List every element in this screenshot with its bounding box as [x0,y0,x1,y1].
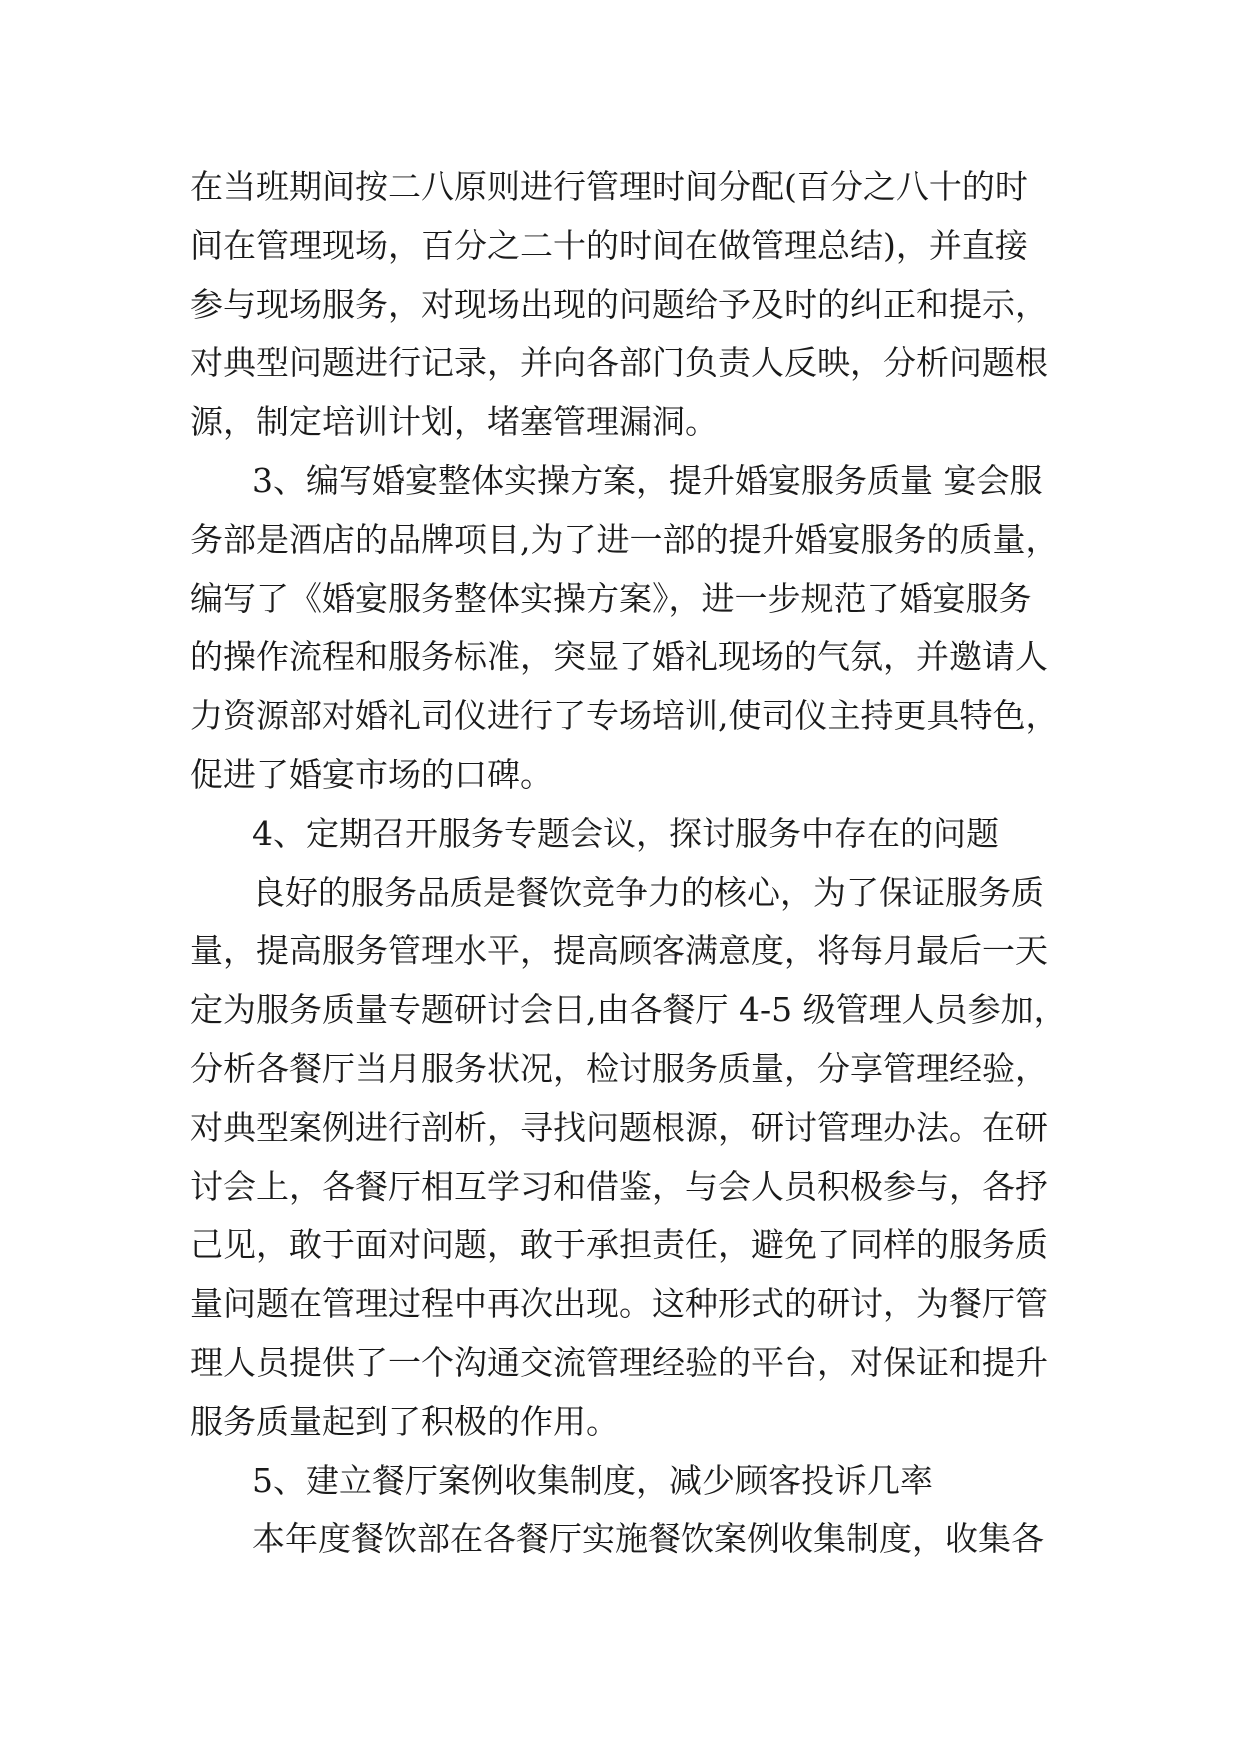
text-line: 源，制定培训计划，堵塞管理漏洞。 [190,402,718,442]
text-line: 定为服务质量专题研讨会日,由各餐厅 4-5 级管理人员参加， [190,990,1067,1030]
text-line: 理人员提供了一个沟通交流管理经验的平台，对保证和提升 [190,1342,1048,1382]
text-line: 促进了婚宴市场的口碑。 [190,754,553,794]
section-heading: 5、建立餐厅案例收集制度，减少顾客投诉几率 [252,1460,933,1500]
text-line: 服务质量起到了积极的作用。 [190,1401,619,1441]
text-line: 务部是酒店的品牌项目,为了进一部的提升婚宴服务的质量， [190,519,1059,559]
body-text [190,158,1070,1569]
text-line: 分析各餐厅当月服务状况，检讨服务质量，分享管理经验， [190,1048,1048,1088]
text-line: 编写了《婚宴服务整体实操方案》，进一步规范了婚宴服务 [190,578,1032,618]
text-line: 的操作流程和服务标准，突显了婚礼现场的气氛，并邀请人 [190,637,1048,677]
paragraph-start: 本年度餐饮部在各餐厅实施餐饮案例收集制度，收集各 [252,1519,1044,1559]
text-line: 间在管理现场，百分之二十的时间在做管理总结)，并直接 [190,225,1028,265]
section-heading: 4、定期召开服务专题会议，探讨服务中存在的问题 [252,813,999,853]
paragraph-start: 良好的服务品质是餐饮竞争力的核心，为了保证服务质 [252,872,1044,912]
text-line: 对典型案例进行剖析，寻找问题根源，研讨管理办法。在研 [190,1107,1048,1147]
text-line: 己见，敢于面对问题，敢于承担责任，避免了同样的服务质 [190,1225,1048,1265]
text-line: 在当班期间按二八原则进行管理时间分配(百分之八十的时 [190,167,1028,206]
section-heading: 3、编写婚宴整体实操方案，提升婚宴服务质量 宴会服 [252,460,1043,500]
text-line: 讨会上，各餐厅相互学习和借鉴，与会人员积极参与，各抒 [190,1166,1048,1206]
text-line: 参与现场服务，对现场出现的问题给予及时的纠正和提示， [190,284,1048,324]
text-line: 量，提高服务管理水平，提高顾客满意度，将每月最后一天 [190,931,1048,971]
text-line: 量问题在管理过程中再次出现。这种形式的研讨，为餐厅管 [190,1284,1048,1324]
text-line: 对典型问题进行记录，并向各部门负责人反映，分析问题根 [190,343,1048,383]
text-line: 力资源部对婚礼司仪进行了专场培训,使司仪主持更具特色， [190,696,1059,736]
